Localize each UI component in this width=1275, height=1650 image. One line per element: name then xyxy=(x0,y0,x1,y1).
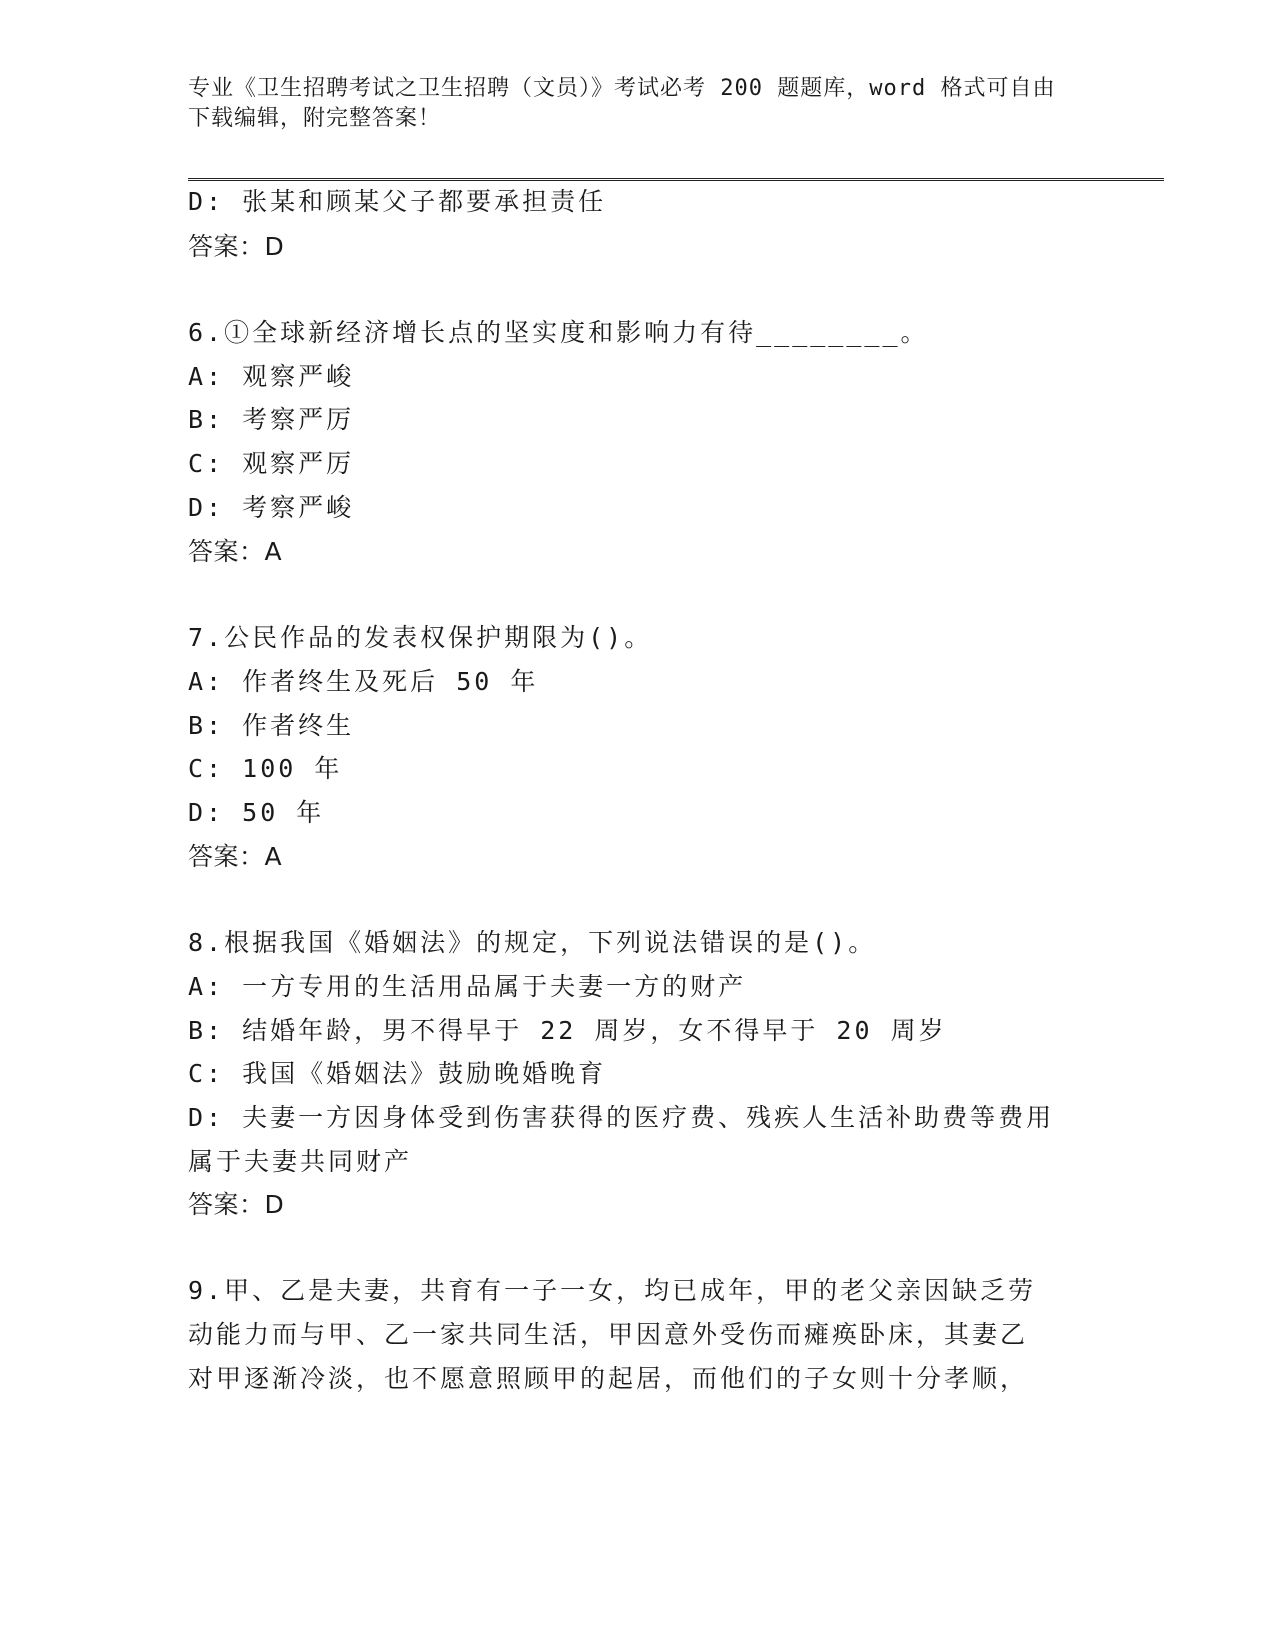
option-line: D: 夫妻一方因身体受到伤害获得的医疗费、残疾人生活补助费等费用 xyxy=(188,1103,1055,1132)
option-line: B: 结婚年龄，男不得早于 22 周岁，女不得早于 20 周岁 xyxy=(188,1016,947,1045)
option-line: B: 考察严厉 xyxy=(188,405,355,434)
option-line: A: 作者终生及死后 50 年 xyxy=(188,667,539,696)
question-line: 对甲逐渐冷淡，也不愿意照顾甲的起居，而他们的子女则十分孝顺， xyxy=(188,1364,1029,1393)
option-line: C: 100 年 xyxy=(188,754,343,783)
option-line: C: 我国《婚姻法》鼓励晚婚晚育 xyxy=(188,1059,607,1088)
option-line: A: 观察严峻 xyxy=(188,362,355,391)
option-line: C: 观察严厉 xyxy=(188,449,355,478)
document-header: 专业《卫生招聘考试之卫生招聘（文员）》考试必考 200 题题库，word 格式可自由下载编辑，附完整答案！ xyxy=(188,76,1056,131)
option-line: 属于夫妻共同财产 xyxy=(188,1147,413,1176)
option-line: D: 考察严峻 xyxy=(188,493,355,522)
answer-line: 答案：D xyxy=(188,232,285,261)
answer-line: 答案：A xyxy=(188,537,283,566)
answer-line: 答案：D xyxy=(188,1190,285,1219)
answer-line: 答案：A xyxy=(188,842,283,871)
option-line: D: 50 年 xyxy=(188,798,325,827)
question-line: 6.①全球新经济增长点的坚实度和影响力有待________。 xyxy=(188,318,929,347)
option-line: A: 一方专用的生活用品属于夫妻一方的财产 xyxy=(188,972,747,1001)
header-divider xyxy=(188,178,1164,181)
question-line: 7.公民作品的发表权保护期限为()。 xyxy=(188,623,653,652)
question-line: 动能力而与甲、乙一家共同生活，甲因意外受伤而瘫痪卧床，其妻乙 xyxy=(188,1320,1029,1349)
question-line: 9.甲、乙是夫妻，共育有一子一女，均已成年，甲的老父亲因缺乏劳 xyxy=(188,1276,1037,1305)
question-line: 8.根据我国《婚姻法》的规定，下列说法错误的是()。 xyxy=(188,928,877,957)
option-line: B: 作者终生 xyxy=(188,711,355,740)
option-line: D: 张某和顾某父子都要承担责任 xyxy=(188,187,607,216)
